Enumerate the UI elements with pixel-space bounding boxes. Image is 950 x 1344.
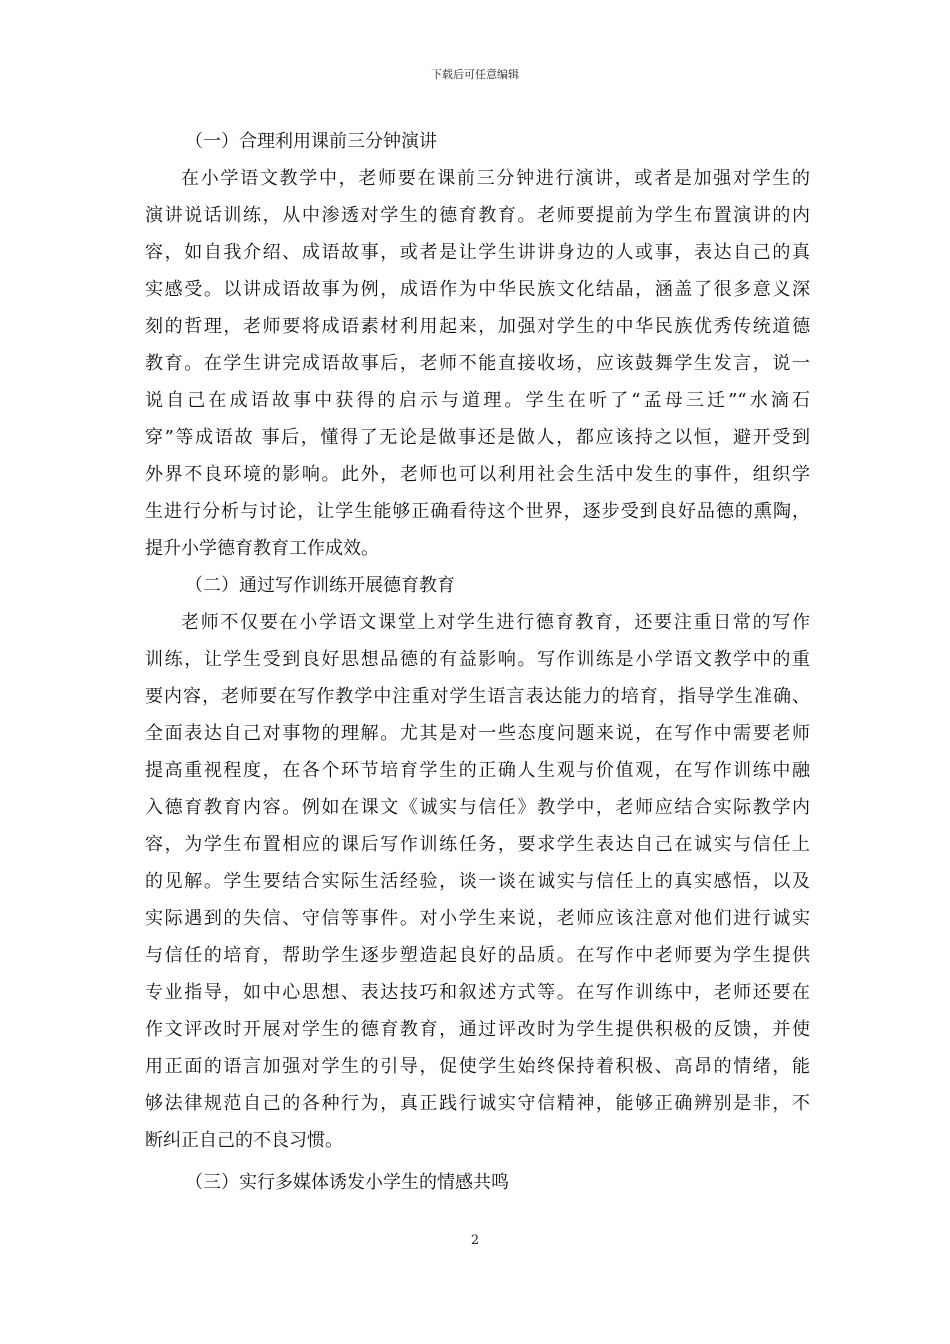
section-heading-2: （二）通过写作训练开展德育教育 <box>185 575 455 596</box>
paragraph-line: 断纠正自己的不良习惯。 <box>145 1130 343 1151</box>
section-2-paragraph <box>145 604 810 1159</box>
paragraph-line: 穿”等成语故 事后，懂得了无论是做事还是做人，都应该持之以恒，避开受到 <box>145 427 810 448</box>
paragraph-line: 容，如自我介绍、成语故事，或者是让学生讲讲身边的人或事，表达自己的真 <box>145 242 810 263</box>
paragraph-line: 入德育教育内容。例如在课文《诚实与信任》教学中，老师应结合实际教学内 <box>145 797 810 818</box>
paragraph-line: 演讲说话训练，从中渗透对学生的德育教育。老师要提前为学生布置演讲的内 <box>145 205 810 226</box>
paragraph-line: 刻的哲理，老师要将成语素材利用起来，加强对学生的中华民族优秀传统道德 <box>145 316 810 337</box>
paragraph-line: 提升小学德育教育工作成效。 <box>145 538 379 559</box>
paragraph-line: 专业指导，如中心思想、表达技巧和叙述方式等。在写作训练中，老师还要在 <box>145 982 810 1003</box>
section-1-paragraph <box>145 160 810 567</box>
paragraph-line: 全面表达自己对事物的理解。尤其是对一些态度问题来说，在写作中需要老师 <box>145 723 810 744</box>
paragraph-line: 与信任的培育，帮助学生逐步塑造起良好的品质。在写作中老师要为学生提供 <box>145 945 810 966</box>
document-body <box>145 123 810 1201</box>
paragraph-line: 够法律规范自己的各种行为，真正践行诚实守信精神，能够正确辨别是非，不 <box>145 1093 810 1114</box>
section-heading-1: （一）合理利用课前三分钟演讲 <box>185 131 437 152</box>
page-header: 下载后可任意编辑 <box>431 68 519 81</box>
paragraph-line: 实际遇到的失信、守信等事件。对小学生来说，老师应该注意对他们进行诚实 <box>145 908 810 929</box>
paragraph-line: 训练，让学生受到良好思想品德的有益影响。写作训练是小学语文教学中的重 <box>145 649 810 670</box>
paragraph-line: 容，为学生布置相应的课后写作训练任务，要求学生表达自己在诚实与信任上 <box>145 834 810 855</box>
paragraph-line: 用正面的语言加强对学生的引导，促使学生始终保持着积极、高昂的情绪，能 <box>145 1056 810 1077</box>
paragraph-line: 提高重视程度，在各个环节培育学生的正确人生观与价值观，在写作训练中融 <box>145 760 810 781</box>
paragraph-line: 老师不仅要在小学语文课堂上对学生进行德育教育，还要注重日常的写作 <box>181 612 810 633</box>
paragraph-line: 实感受。以讲成语故事为例，成语作为中华民族文化结晶，涵盖了很多意义深 <box>145 279 810 300</box>
section-heading-3: （三）实行多媒体诱发小学生的情感共鸣 <box>185 1172 509 1193</box>
paragraph-line: 外界不良环境的影响。此外，老师也可以利用社会生活中发生的事件，组织学 <box>145 464 810 485</box>
paragraph-line: 说自己在成语故事中获得的启示与道理。学生在听了“孟母三迁”“水滴石 <box>145 390 810 411</box>
paragraph-line: 生进行分析与讨论，让学生能够正确看待这个世界，逐步受到良好品德的熏陶， <box>145 501 810 522</box>
paragraph-line: 作文评改时开展对学生的德育教育，通过评改时为学生提供积极的反馈，并使 <box>145 1019 810 1040</box>
paragraph-line: 的见解。学生要结合实际生活经验，谈一谈在诚实与信任上的真实感悟，以及 <box>145 871 810 892</box>
paragraph-line: 教育。在学生讲完成语故事后，老师不能直接收场，应该鼓舞学生发言，说一 <box>145 353 810 374</box>
page-number: 2 <box>470 1233 480 1248</box>
paragraph-line: 在小学语文教学中，老师要在课前三分钟进行演讲，或者是加强对学生的 <box>181 168 810 189</box>
paragraph-line: 要内容，老师要在写作教学中注重对学生语言表达能力的培育，指导学生准确、 <box>145 686 810 707</box>
